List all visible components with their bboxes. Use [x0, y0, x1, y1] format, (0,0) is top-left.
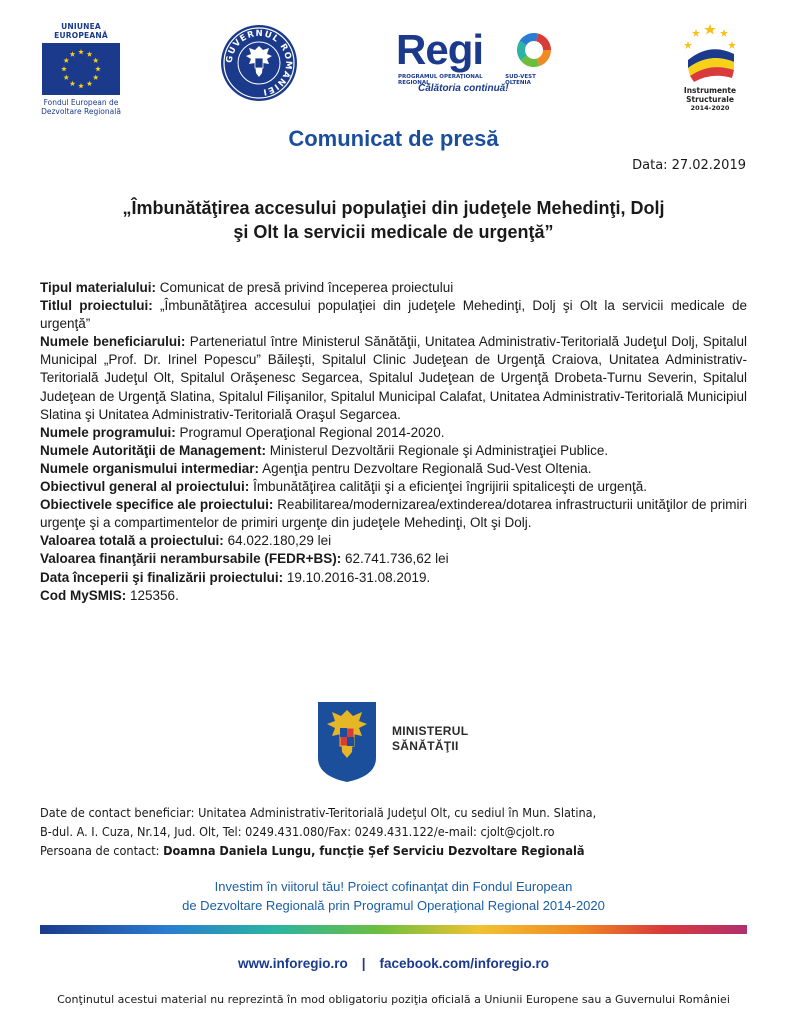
gov-logo-text: GUVERNUL ROMÂNIEI	[224, 28, 294, 97]
eu-logo-line2: Dezvoltare Regională	[41, 107, 121, 116]
ministry-name-line1: MINISTERUL	[392, 724, 469, 738]
field-general-objective	[40, 478, 747, 496]
field-label: Cod MySMIS:	[40, 587, 127, 603]
footer-links	[0, 956, 787, 971]
color-stripe-divider	[40, 925, 747, 934]
facebook-link[interactable]: facebook.com/inforegio.ro	[379, 956, 550, 971]
field-label: Obiectivele specifice ale proiectului:	[40, 497, 274, 513]
field-material-type	[40, 279, 747, 297]
field-program	[40, 424, 747, 442]
ministry-of-health-logo	[316, 700, 496, 784]
contact-line2: B-dul. A. I. Cuza, Nr.14, Jud. Olt, Tel: 0249.431.080/Fax: 0249.431.122/e-mail: cjolt@cjolt.ro	[40, 824, 555, 839]
field-value: 64.022.180,29 lei	[227, 533, 332, 549]
date-label: Data:	[632, 158, 668, 173]
contact-person	[40, 841, 750, 860]
field-value: 19.10.2016-31.08.2019.	[286, 569, 431, 585]
field-value: Îmbunătăţirea calităţii şi a eficienţei îngrijirii spitaliceşti de urgenţă.	[253, 479, 648, 495]
field-label: Numele beneficiarului:	[40, 334, 186, 350]
field-total-value	[40, 532, 747, 550]
field-management-authority	[40, 442, 747, 460]
contact-info	[40, 803, 750, 860]
field-label: Tipul materialului:	[40, 280, 157, 295]
field-beneficiary	[40, 333, 747, 423]
links-separator: |	[361, 956, 366, 971]
field-project-period	[40, 569, 747, 587]
regio-sub-left: PROGRAMUL OPERAŢIONAL REGIONAL	[398, 74, 483, 86]
field-project-title	[40, 297, 747, 333]
field-label: Valoarea totală a proiectului:	[40, 533, 224, 549]
government-of-romania-logo	[220, 24, 298, 102]
field-value: Programul Operaţional Regional 2014-2020.	[179, 424, 445, 440]
press-release-date	[632, 158, 746, 173]
regio-logo	[396, 28, 561, 98]
eu-logo-caption: UNIUNEA EUROPEANĂ	[54, 22, 108, 40]
field-label: Valoarea finanţării nerambursabile (FEDR+BS):	[40, 551, 342, 567]
project-title-line1: „Îmbunătăţirea accesului populaţiei din judeţele Mehedinţi, Dolj	[122, 198, 665, 218]
field-label: Numele Autorităţii de Management:	[40, 442, 267, 458]
regio-slogan: Călătoria continuă!	[418, 83, 509, 94]
field-label: Numele programului:	[40, 424, 176, 440]
regio-wordmark: Regi	[396, 26, 484, 73]
field-value: 125356.	[130, 587, 179, 603]
structural-instruments-emblem-icon	[680, 22, 740, 84]
eu-logo-line1: Fondul European de	[43, 98, 119, 107]
regio-sub-right: SUD-VEST OLTENIA	[505, 74, 536, 86]
field-grant-value	[40, 550, 747, 568]
contact-person-value: Doamna Daniela Lungu, funcţie Şef Serviciu Dezvoltare Regională	[163, 843, 585, 858]
disclaimer: Conţinutul acestui material nu reprezintă în mod obligatoriu poziţia oficială a Uniunii Europene sau a Guvernului României	[57, 993, 730, 1006]
field-value: Ministerul Dezvoltării Regionale şi Administraţiei Publice.	[269, 442, 609, 458]
funding-statement	[0, 877, 787, 915]
regio-color-ring-icon	[516, 32, 552, 68]
field-value: Comunicat de presă privind începerea proiectului	[159, 280, 454, 295]
contact-line1: Date de contact beneficiar: Unitatea Administrativ-Teritorială Judeţul Olt, cu sediul în Mun. Slatina,	[40, 805, 597, 820]
website-link[interactable]: www.inforegio.ro	[237, 956, 348, 971]
structural-instruments-line2: 2014-2020	[690, 104, 730, 112]
field-value: Agenţia pentru Dezvoltare Regională Sud-Vest Oltenia.	[262, 460, 592, 476]
project-title-line2: şi Olt la servicii medicale de urgenţă”	[233, 222, 554, 242]
field-mysmis-code	[40, 587, 747, 605]
eu-logo	[40, 22, 122, 116]
project-details	[40, 279, 747, 605]
funding-statement-line2: de Dezvoltare Regională prin Programul Operaţional Regional 2014-2020	[182, 898, 605, 913]
date-value: 27.02.2019	[671, 158, 746, 173]
structural-instruments-line1: Instrumente Structurale	[683, 86, 737, 104]
field-value: Parteneriatul între Ministerul Sănătăţii, Unitatea Administrativ-Teritorială Judeţul Dolj, Spitalul Municipal „Prof. Dr. Irinel Popescu” Băileşti, Spitalul Clinic Judeţean de Urgenţă Craiova, Unitatea Administrativ-Teritorială Judeţul Olt, Spitalul Orăşenesc Segarcea, Spitalul Judeţean de Urgenţă Drobeta-Turnu Severin, Spitalul Judeţean de Urgenţă Slatina, Spitalul Filişanilor, Spitalul Municipal Calafat, Unitatea Administrativ-Teritorială Municipiul Slatina şi Unitatea Administrativ-Teritorială Oraşul Segarcea.	[40, 334, 747, 422]
field-value: Reabilitarea/modernizarea/extinderea/dotarea infrastructurii unităţilor de primiri urgenţe şi a compartimentelor de primiri urgenţe din judeţele Mehedinţi, Olt şi Dolj.	[40, 497, 747, 531]
field-label: Obiectivul general al proiectului:	[40, 479, 250, 495]
structural-instruments-logo	[668, 22, 752, 112]
page-title: Comunicat de presă	[288, 126, 499, 151]
field-label: Data începerii şi finalizării proiectului:	[40, 569, 284, 585]
field-specific-objectives	[40, 496, 747, 532]
ministry-name-line2: SĂNĂTĂŢII	[392, 739, 459, 753]
field-value: 62.741.736,62 lei	[344, 551, 449, 567]
contact-person-label: Persoana de contact:	[40, 843, 160, 858]
project-title	[40, 196, 747, 244]
eu-flag-icon	[42, 43, 120, 95]
field-value: „Îmbunătăţirea accesului populaţiei din judeţele Mehedinţi, Dolj şi Olt la servicii medicale de urgenţă”	[40, 298, 747, 332]
funding-statement-line1: Investim în viitorul tău! Proiect cofinanţat din Fondul European	[214, 879, 573, 894]
field-label: Numele organismului intermediar:	[40, 460, 260, 476]
ministry-coat-of-arms-icon	[316, 700, 378, 784]
field-intermediate-body	[40, 460, 747, 478]
field-label: Titlul proiectului:	[40, 298, 153, 314]
